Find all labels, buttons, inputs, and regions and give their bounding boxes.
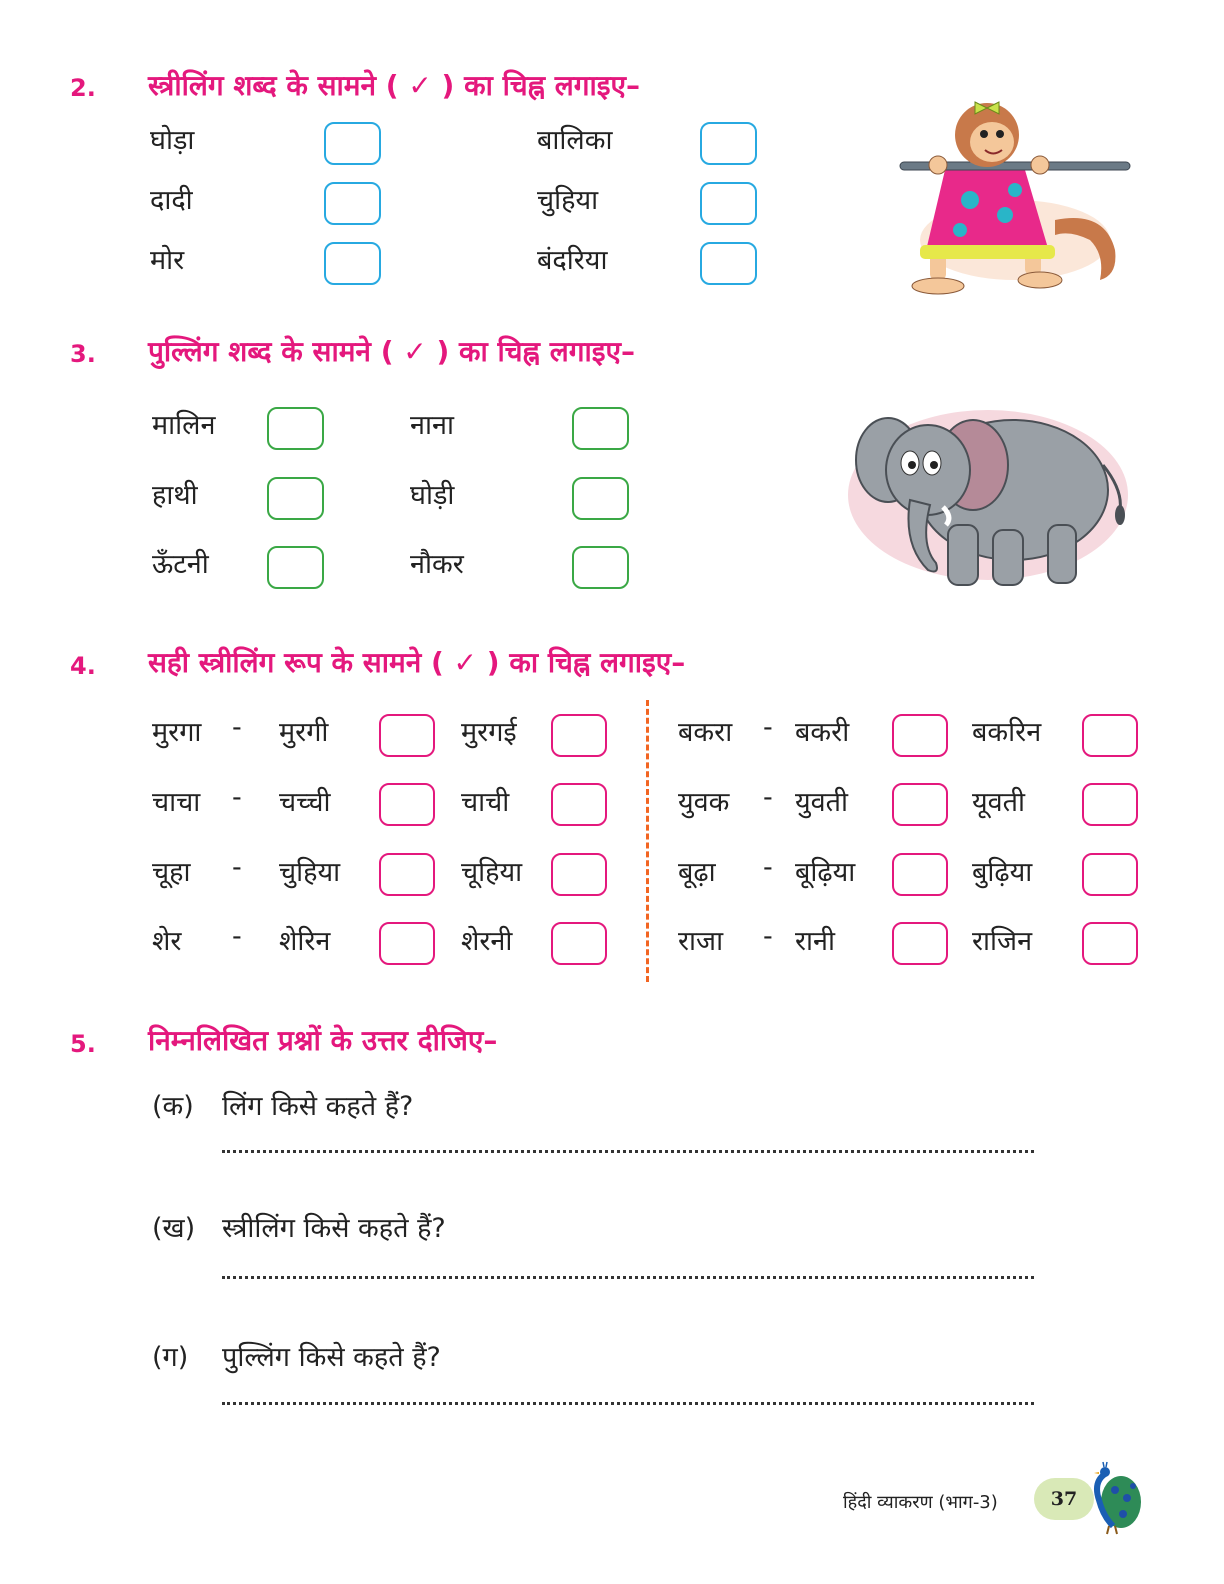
eye-shape	[980, 130, 988, 138]
q2-checkbox[interactable]	[700, 122, 757, 165]
q4-option: चाची	[461, 787, 510, 818]
q4-dash: -	[232, 782, 242, 813]
q5-question: पुल्लिंग किसे कहते हैं?	[222, 1342, 441, 1373]
dress-hem-shape	[920, 245, 1055, 259]
q4-option: रानी	[795, 926, 836, 957]
peacock-legs-shape	[1107, 1526, 1117, 1534]
q3-word: ऊँटनी	[152, 549, 209, 580]
q5-label: (ख)	[152, 1213, 196, 1244]
q4-dash: -	[232, 921, 242, 952]
q3-word: नाना	[410, 410, 454, 441]
q3-word: हाथी	[152, 480, 198, 511]
tail-tip-shape	[1115, 505, 1125, 525]
q5-label: (क)	[152, 1091, 194, 1122]
q4-option: बूढ़िया	[795, 857, 856, 888]
dress-shape	[925, 170, 1050, 255]
monkey-girl-illustration	[890, 90, 1140, 300]
q4-base-word: राजा	[678, 926, 724, 957]
question-3-title: पुल्लिंग शब्द के सामने ( ✓ ) का चिह्न लगाइए–	[148, 335, 635, 368]
q4-option: शेरनी	[461, 926, 513, 957]
q4-option: राजिन	[972, 926, 1033, 957]
q2-word: चुहिया	[537, 185, 599, 216]
q2-checkbox[interactable]	[700, 182, 757, 225]
q4-checkbox[interactable]	[551, 853, 607, 896]
q4-dash: -	[763, 921, 773, 952]
leg-shape	[993, 530, 1023, 585]
q4-checkbox[interactable]	[892, 783, 948, 826]
q4-checkbox[interactable]	[551, 714, 607, 757]
peacock-head-shape	[1100, 1467, 1110, 1477]
peacock-eye-spot	[1130, 1483, 1136, 1489]
q2-checkbox[interactable]	[700, 242, 757, 285]
peacock-eye-spot	[1119, 1510, 1127, 1518]
q4-option: बकरिन	[972, 717, 1042, 748]
q4-checkbox[interactable]	[892, 922, 948, 965]
hand-shape	[1031, 156, 1049, 174]
dress-dot	[997, 207, 1013, 223]
q2-checkbox[interactable]	[324, 182, 381, 225]
q2-word: बालिका	[537, 125, 613, 156]
q2-checkbox[interactable]	[324, 242, 381, 285]
q4-option: शेरिन	[279, 926, 331, 957]
q4-checkbox[interactable]	[379, 853, 435, 896]
page-number: 37	[1034, 1478, 1094, 1520]
q4-option: चच्ची	[279, 787, 331, 818]
q4-base-word: चूहा	[152, 857, 191, 888]
answer-line[interactable]	[222, 1276, 1034, 1279]
q5-label: (ग)	[152, 1342, 189, 1373]
q4-checkbox[interactable]	[551, 783, 607, 826]
q3-checkbox[interactable]	[267, 407, 324, 450]
q4-dash: -	[763, 712, 773, 743]
elephant-illustration	[848, 395, 1138, 595]
peacock-crest-shape	[1103, 1462, 1107, 1467]
leg-shape	[948, 525, 978, 585]
q4-base-word: मुरगा	[152, 717, 202, 748]
q4-checkbox[interactable]	[1082, 783, 1138, 826]
q4-option: मुरगी	[279, 717, 329, 748]
q4-base-word: बूढ़ा	[678, 857, 716, 888]
q3-checkbox[interactable]	[572, 546, 629, 589]
q4-dash: -	[232, 712, 242, 743]
q4-base-word: चाचा	[152, 787, 201, 818]
q4-dash: -	[763, 782, 773, 813]
question-2-title: स्त्रीलिंग शब्द के सामने ( ✓ ) का चिह्न लगाइए–	[148, 69, 641, 102]
peacock-beak-shape	[1094, 1472, 1099, 1474]
eye-shape	[996, 130, 1004, 138]
book-title: हिंदी व्याकरण (भाग-3)	[843, 1492, 998, 1513]
q4-checkbox[interactable]	[379, 714, 435, 757]
q3-checkbox[interactable]	[572, 407, 629, 450]
q4-dash: -	[232, 852, 242, 883]
q5-question: स्त्रीलिंग किसे कहते हैं?	[222, 1213, 446, 1244]
leg-shape	[1048, 525, 1076, 583]
q4-option: यूवती	[972, 787, 1026, 818]
q3-checkbox[interactable]	[267, 477, 324, 520]
pupil-shape	[908, 461, 916, 469]
pupil-shape	[930, 461, 938, 469]
peacock-eye-spot	[1111, 1486, 1119, 1494]
question-5-title: निम्नलिखित प्रश्नों के उत्तर दीजिए–	[148, 1024, 498, 1057]
peacock-icon	[1085, 1460, 1143, 1536]
answer-line[interactable]	[222, 1150, 1034, 1153]
peacock-eye-spot	[1123, 1494, 1131, 1502]
foot-shape	[1018, 272, 1062, 288]
dress-dot	[953, 223, 967, 237]
q2-word: बंदरिया	[537, 245, 608, 276]
q2-word: मोर	[150, 245, 185, 276]
q3-checkbox[interactable]	[267, 546, 324, 589]
q4-checkbox[interactable]	[1082, 714, 1138, 757]
q2-word: घोड़ा	[150, 125, 195, 156]
q4-option: मुरगई	[461, 717, 517, 748]
q4-option: युवती	[795, 787, 849, 818]
q4-checkbox[interactable]	[892, 853, 948, 896]
foot-shape	[912, 278, 964, 294]
hand-shape	[929, 156, 947, 174]
q5-question: लिंग किसे कहते हैं?	[222, 1091, 414, 1122]
q4-checkbox[interactable]	[1082, 853, 1138, 896]
q4-checkbox[interactable]	[892, 714, 948, 757]
face-shape	[970, 122, 1014, 162]
question-2-number: 2.	[70, 74, 96, 102]
q2-word: दादी	[150, 185, 193, 216]
q4-checkbox[interactable]	[379, 783, 435, 826]
dress-dot	[961, 191, 979, 209]
q4-checkbox[interactable]	[379, 922, 435, 965]
answer-line[interactable]	[222, 1402, 1034, 1405]
question-4-title: सही स्त्रीलिंग रूप के सामने ( ✓ ) का चिह्न लगाइए–	[148, 646, 686, 679]
q4-base-word: शेर	[152, 926, 182, 957]
q4-checkbox[interactable]	[551, 922, 607, 965]
column-divider	[646, 700, 649, 982]
q3-word: घोड़ी	[410, 480, 455, 511]
q4-option: चुहिया	[279, 857, 341, 888]
q4-dash: -	[763, 852, 773, 883]
question-4-number: 4.	[70, 652, 96, 680]
q3-checkbox[interactable]	[572, 477, 629, 520]
q4-option: बुढ़िया	[972, 857, 1033, 888]
q3-word: नौकर	[410, 549, 464, 580]
q3-word: मालिन	[152, 410, 216, 441]
q4-checkbox[interactable]	[1082, 922, 1138, 965]
question-3-number: 3.	[70, 340, 96, 368]
q4-base-word: बकरा	[678, 717, 733, 748]
dress-dot	[1008, 183, 1022, 197]
q4-option: चूहिया	[461, 857, 523, 888]
q4-option: बकरी	[795, 717, 850, 748]
question-5-number: 5.	[70, 1030, 96, 1058]
q4-base-word: युवक	[678, 787, 730, 818]
q2-checkbox[interactable]	[324, 122, 381, 165]
